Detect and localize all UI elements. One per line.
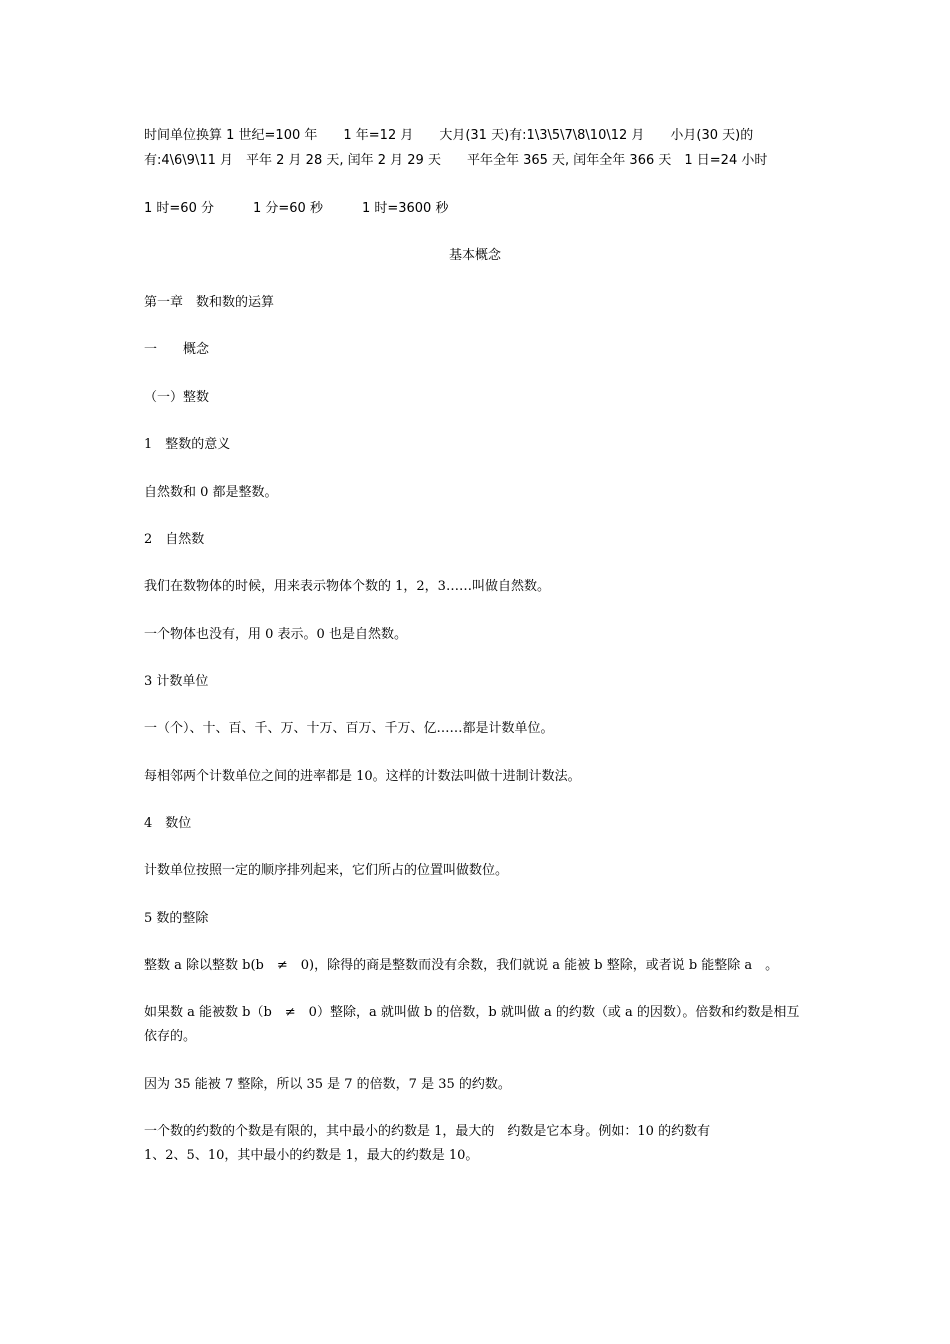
- paragraph: 如果数 a 能被数 b（b ≠ 0）整除，a 就叫做 b 的倍数，b 就叫做 a 的约数（或 a 的因数）。倍数和约数是相互: [144, 1005, 800, 1020]
- paragraph: 我们在数物体的时候，用来表示物体个数的 1，2，3……叫做自然数。: [144, 579, 550, 594]
- section-heading: 一 概念: [144, 342, 210, 357]
- paragraph: 因为 35 能被 7 整除，所以 35 是 7 的倍数，7 是 35 的约数。: [144, 1077, 511, 1092]
- paragraph: 自然数和 0 都是整数。: [144, 485, 278, 500]
- time-units-line-2: 有:4\6\9\11 月 平年 2 月 28 天, 闰年 2 月 29 天 平年全年 365 天, 闰年全年 366 天 1 日=24 小时: [144, 153, 768, 168]
- page-title: 基本概念: [448, 248, 501, 263]
- paragraph: 计数单位按照一定的顺序排列起来，它们所占的位置叫做数位。: [144, 863, 509, 878]
- item-heading-integer-meaning: 1 整数的意义: [144, 437, 231, 452]
- paragraph: 每相邻两个计数单位之间的进率都是 10。这样的计数法叫做十进制计数法。: [144, 769, 581, 784]
- paragraph-continuation: 依存的。: [144, 1029, 197, 1044]
- paragraph: 一个数的约数的个数是有限的，其中最小的约数是 1，最大的 约数是它本身。例如：10 的约数有: [144, 1124, 711, 1139]
- paragraph-continuation: 1、2、5、10，其中最小的约数是 1，最大的约数是 10。: [144, 1148, 479, 1163]
- chapter-heading: 第一章 数和数的运算: [144, 295, 275, 310]
- item-heading-counting-unit: 3 计数单位: [144, 674, 209, 689]
- time-units-line-3: 1 时=60 分 1 分=60 秒 1 时=3600 秒: [144, 201, 449, 216]
- item-heading-digit-place: 4 数位: [144, 816, 192, 831]
- subsection-heading: （一）整数: [144, 390, 210, 405]
- paragraph: 一个物体也没有，用 0 表示。0 也是自然数。: [144, 627, 407, 642]
- paragraph: 整数 a 除以整数 b(b ≠ 0)，除得的商是整数而没有余数，我们就说 a 能被 b 整除，或者说 b 能整除 a 。: [144, 958, 779, 973]
- time-units-line-1: 时间单位换算 1 世纪=100 年 1 年=12 月 大月(31 天)有:1\3\5\7\8\10\12 月 小月(30 天)的: [144, 128, 754, 143]
- paragraph: 一（个）、十、百、千、万、十万、百万、千万、亿……都是计数单位。: [144, 721, 554, 736]
- item-heading-natural-number: 2 自然数: [144, 532, 205, 547]
- item-heading-divisibility: 5 数的整除: [144, 911, 209, 926]
